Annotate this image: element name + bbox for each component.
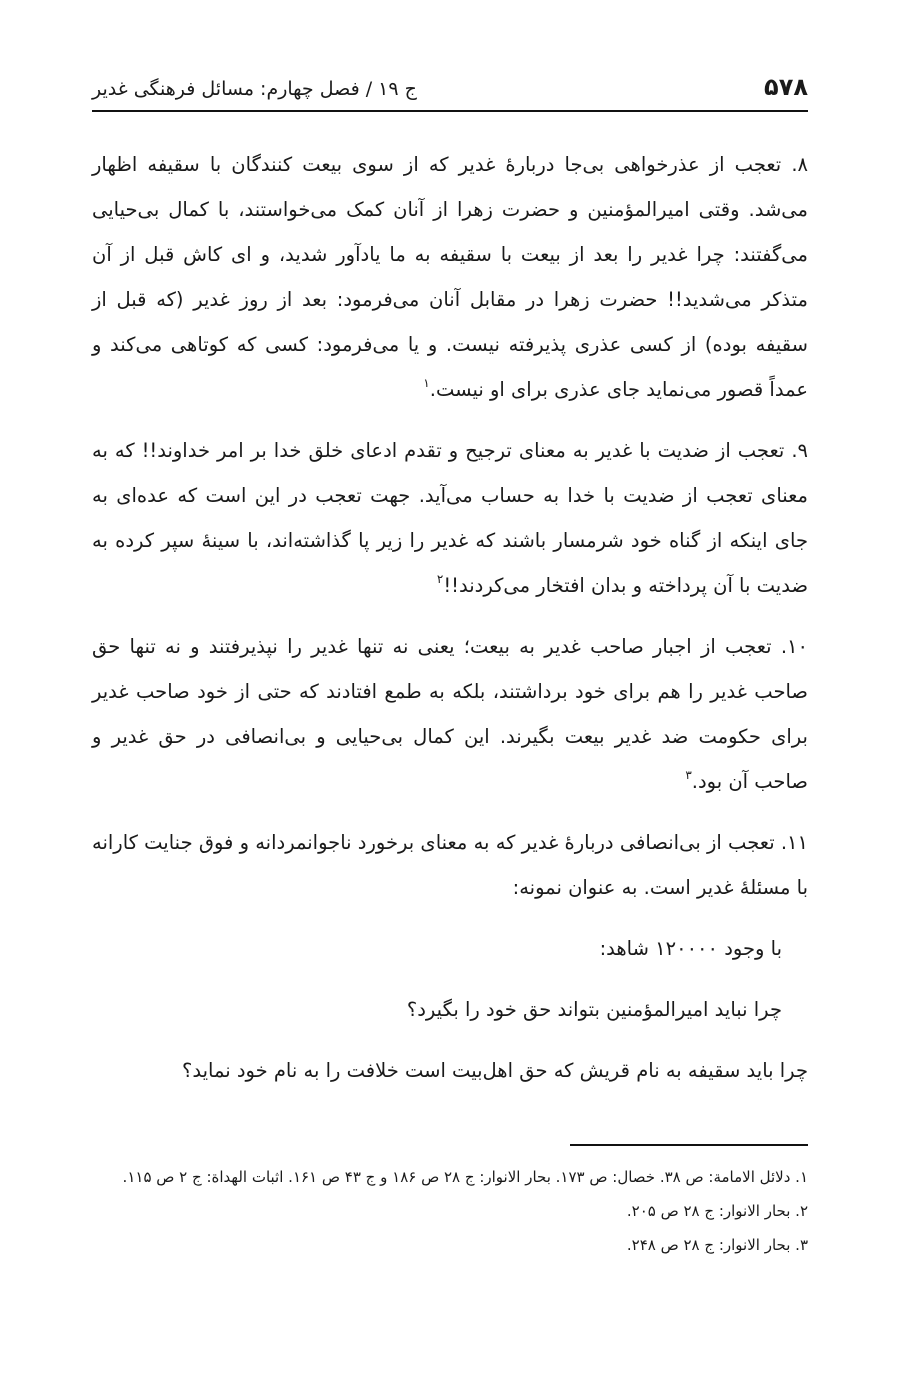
footnote-item: ۱. دلائل الامامة: ص ۳۸. خصال: ص ۱۷۳. بحار الانوار: ج ۲۸ ص ۱۸۶ و ج ۴۳ ص ۱۶۱. اثبات الهداة: ج ۲ ص ۱۱۵. <box>122 1168 808 1186</box>
paragraph-11 <box>92 820 808 910</box>
paragraph-text: ۱۰. تعجب از اجبار صاحب غدیر به بیعت؛ یعنی نه تنها غدیر را نپذیرفتند و نه تنها حق صاحب غدیر را هم برای خود برداشتند، بلکه به طمع افتادند که حتی از خود صاحب غدیر برای حکومت ضد غدیر بیعت بگیرند. این کمال بی‌حیایی و بی‌انصافی در حق غدیر و صاحب آن بود. <box>92 635 808 793</box>
paragraph-8 <box>92 142 808 412</box>
footnote-ref: ۲ <box>436 572 444 586</box>
footnotes <box>92 1160 808 1262</box>
footnote-divider <box>570 1144 808 1146</box>
running-title: ج ۱۹ / فصل چهارم: مسائل فرهنگی غدیر <box>92 78 417 100</box>
footnote-ref: ۳ <box>685 768 692 782</box>
question-line: چرا باید سقیفه به نام قریش که حق اهل‌بیت است خلافت را به نام خود نماید؟ <box>181 1059 808 1082</box>
page-header <box>92 70 808 112</box>
paragraph-10 <box>92 624 808 804</box>
book-page <box>92 0 808 1390</box>
footnote-item: ۲. بحار الانوار: ج ۲۸ ص ۲۰۵. <box>626 1202 808 1220</box>
question-line: با وجود ۱۲۰۰۰۰ شاهد: <box>599 937 782 960</box>
paragraph-text: ۹. تعجب از ضدیت با غدیر به معنای ترجیح و تقدم ادعای خلق خدا بر امر خداوند!! که به معنای تعجب از ضدیت با خدا به حساب می‌آید. جهت تعجب در این است که عده‌ای به جای اینکه از گناه خود شرمسار باشند که غدیر را زیر پا گذاشته‌اند، با سینهٔ سپر کرده به ضدیت با آن پرداخته و بدان افتخار می‌کردند!! <box>92 439 808 597</box>
paragraph-9 <box>92 428 808 608</box>
footnote-item: ۳. بحار الانوار: ج ۲۸ ص ۲۴۸. <box>626 1236 808 1254</box>
footnote-ref: ۱ <box>423 376 430 390</box>
paragraph-text: ۸. تعجب از عذرخواهی بی‌جا دربارهٔ غدیر که از سوی بیعت کنندگان با سقیفه اظهار می‌شد. وقتی امیرالمؤمنین و حضرت زهرا از آنان کمک می‌خواستند، با کمال بی‌حیایی می‌گفتند: چرا غدیر را بعد از بیعت با سقیفه به ما یادآور شدید، و ای کاش قبل از آن متذکر می‌شدید!! حضرت زهرا در مقابل آنان می‌فرمود: بعد از روز غدیر (که قبل از سقیفه بوده) از کسی عذری پذیرفته نیست. و یا می‌فرمود: کسی که کوتاهی می‌کند و عمداً قصور می‌نماید جای عذری برای او نیست. <box>92 153 808 401</box>
paragraph-text: ۱۱. تعجب از بی‌انصافی دربارهٔ غدیر که به معنای برخورد ناجوانمردانه و فوق جنایت کارانه با مسئلهٔ غدیر است. به عنوان نمونه: <box>92 831 808 899</box>
question-line: چرا نباید امیرالمؤمنین بتواند حق خود را بگیرد؟ <box>406 998 782 1021</box>
page-number: ۵۷۸ <box>764 73 808 101</box>
main-text <box>92 142 808 1109</box>
